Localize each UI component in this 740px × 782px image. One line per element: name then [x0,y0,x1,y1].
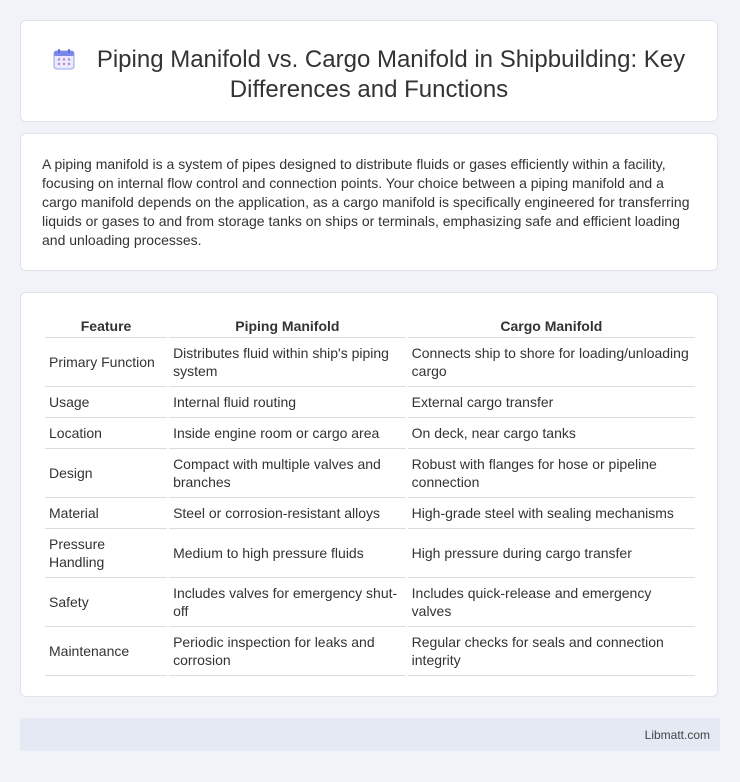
feature-cell: Safety [45,578,167,627]
header-piping-manifold: Piping Manifold [169,315,406,338]
page-title: Piping Manifold vs. Cargo Manifold in Shipbuilding: Key Differences and Functions [96,46,686,103]
piping-cell: Steel or corrosion-resistant alloys [169,498,406,529]
cargo-cell: Robust with flanges for hose or pipeline connection [408,449,695,498]
feature-cell: Material [45,498,167,529]
feature-cell: Maintenance [45,627,167,676]
feature-cell: Design [45,449,167,498]
piping-cell: Includes valves for emergency shut-off [169,578,406,627]
table-row [45,449,695,498]
page-title-wrap [21,45,717,105]
cargo-cell: On deck, near cargo tanks [408,418,695,449]
piping-cell: Inside engine room or cargo area [169,418,406,449]
feature-cell: Usage [45,387,167,418]
comparison-table [43,315,697,676]
header-feature: Feature [45,315,167,338]
piping-cell: Compact with multiple valves and branches [169,449,406,498]
cargo-cell: High pressure during cargo transfer [408,529,695,578]
cargo-cell: Connects ship to shore for loading/unloading cargo [408,338,695,387]
table-row [45,387,695,418]
feature-cell: Location [45,418,167,449]
piping-cell: Medium to high pressure fluids [169,529,406,578]
feature-cell: Primary Function [45,338,167,387]
table-row [45,529,695,578]
footer-bar [20,718,720,751]
piping-cell: Periodic inspection for leaks and corrosion [169,627,406,676]
table-row [45,338,695,387]
header-cargo-manifold: Cargo Manifold [408,315,695,338]
piping-cell: Internal fluid routing [169,387,406,418]
cargo-cell: External cargo transfer [408,387,695,418]
piping-cell: Distributes fluid within ship's piping system [169,338,406,387]
table-row [45,627,695,676]
cargo-cell: Regular checks for seals and connection integrity [408,627,695,676]
cargo-cell: Includes quick-release and emergency valves [408,578,695,627]
table-row [45,498,695,529]
title-card [20,20,718,122]
intro-card [20,133,718,271]
intro-paragraph: A piping manifold is a system of pipes designed to distribute fluids or gases efficiently within a facility, focusing on internal flow control and connection points. Your choice between a piping manifold and a cargo manifold depends on the application, as a cargo manifold is specifically engineered for transferring liquids or gases to and from storage tanks on ships or terminals, emphasizing safe and efficient loading and unloading processes. [42,156,690,248]
table-header-row [45,315,695,338]
cargo-cell: High-grade steel with sealing mechanisms [408,498,695,529]
table-row [45,418,695,449]
table-row [45,578,695,627]
feature-cell: Pressure Handling [45,529,167,578]
comparison-card [20,292,718,697]
calendar-icon [53,48,75,70]
footer-site-link[interactable]: Libmatt.com [644,728,710,742]
